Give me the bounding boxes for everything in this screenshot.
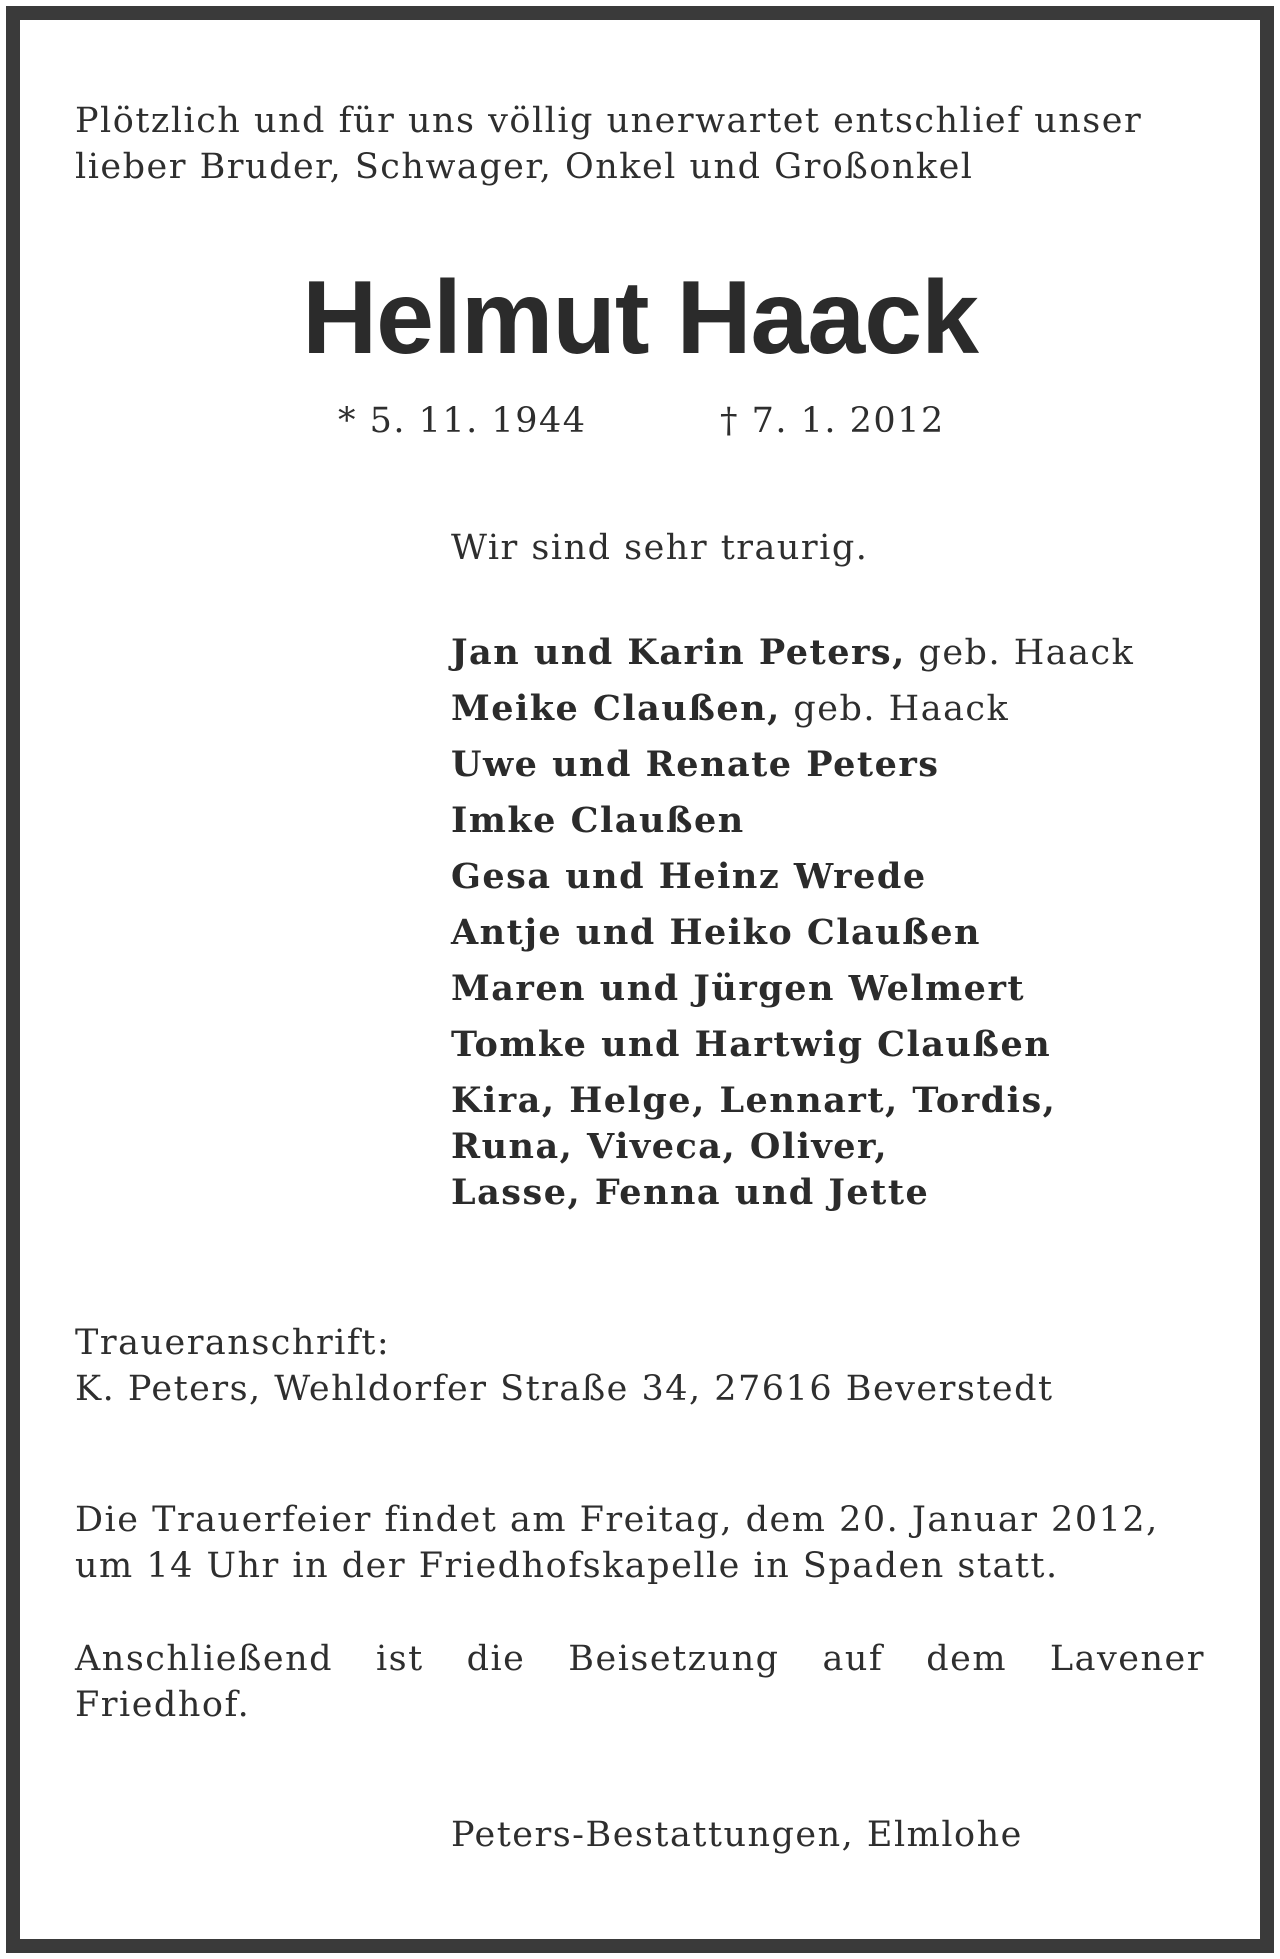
undertaker: Peters-Bestattungen, Elmlohe	[451, 1815, 1023, 1855]
intro-line-2: lieber Bruder, Schwager, Onkel und Großonkel	[75, 147, 974, 187]
maiden-name-note: geb. Haack	[905, 633, 1135, 673]
family-entry-line	[451, 798, 1134, 844]
ceremony-line-1: Die Trauerfeier findet am Freitag, dem 20. Januar 2012,	[75, 1500, 1159, 1540]
mourning-address	[75, 1320, 1054, 1412]
burial-line-1: Anschließend ist die Beisetzung auf dem Lavener	[75, 1639, 1205, 1679]
family-entry-line	[451, 742, 1134, 788]
family-member-names: Uwe und Renate Peters	[451, 744, 940, 785]
family-member-names: Tomke und Hartwig Claußen	[451, 1024, 1052, 1065]
family-member-names: Lasse, Fenna und Jette	[451, 1172, 930, 1213]
family-entry	[451, 1078, 1134, 1216]
family-entry-line	[451, 854, 1134, 900]
family-entry-line	[451, 1124, 1134, 1170]
family-entry	[451, 742, 1134, 788]
family-entry	[451, 1022, 1134, 1068]
family-member-names: Imke Claußen	[451, 800, 745, 841]
family-entry	[451, 798, 1134, 844]
birth-date: * 5. 11. 1944	[338, 401, 587, 441]
address-label: Traueranschrift:	[75, 1323, 391, 1363]
family-entry	[451, 854, 1134, 900]
family-list	[451, 630, 1134, 1226]
family-entry-line	[451, 1022, 1134, 1068]
family-entry-line	[451, 630, 1134, 676]
family-entry-line	[451, 910, 1134, 956]
burial-line-2: Friedhof.	[75, 1685, 251, 1725]
family-entry	[451, 630, 1134, 676]
family-entry	[451, 910, 1134, 956]
family-member-names: Runa, Viveca, Oliver,	[451, 1126, 889, 1167]
ceremony-info	[75, 1497, 1205, 1589]
family-entry-line	[451, 966, 1134, 1012]
burial-info	[75, 1636, 1205, 1728]
family-entry	[451, 966, 1134, 1012]
family-member-names: Kira, Helge, Lennart, Tordis,	[451, 1080, 1057, 1121]
intro-text	[75, 98, 1205, 190]
family-member-names: Antje und Heiko Claußen	[451, 912, 981, 953]
family-member-names: Maren und Jürgen Welmert	[451, 968, 1026, 1009]
family-member-names: Meike Claußen,	[451, 688, 781, 729]
address-value: K. Peters, Wehldorfer Straße 34, 27616 Beverstedt	[75, 1369, 1054, 1409]
death-date: † 7. 1. 2012	[720, 401, 945, 441]
family-entry	[451, 686, 1134, 732]
mourning-line: Wir sind sehr traurig.	[451, 528, 869, 568]
family-member-names: Jan und Karin Peters,	[451, 632, 906, 673]
intro-line-1: Plötzlich und für uns völlig unerwartet entschlief unser	[75, 101, 1143, 141]
family-entry-line	[451, 686, 1134, 732]
ceremony-line-2: um 14 Uhr in der Friedhofskapelle in Spaden statt.	[75, 1546, 1059, 1586]
maiden-name-note: geb. Haack	[780, 689, 1010, 729]
deceased-name: Helmut Haack	[302, 260, 978, 376]
family-entry-line	[451, 1170, 1134, 1216]
family-member-names: Gesa und Heinz Wrede	[451, 856, 927, 897]
family-entry-line	[451, 1078, 1134, 1124]
